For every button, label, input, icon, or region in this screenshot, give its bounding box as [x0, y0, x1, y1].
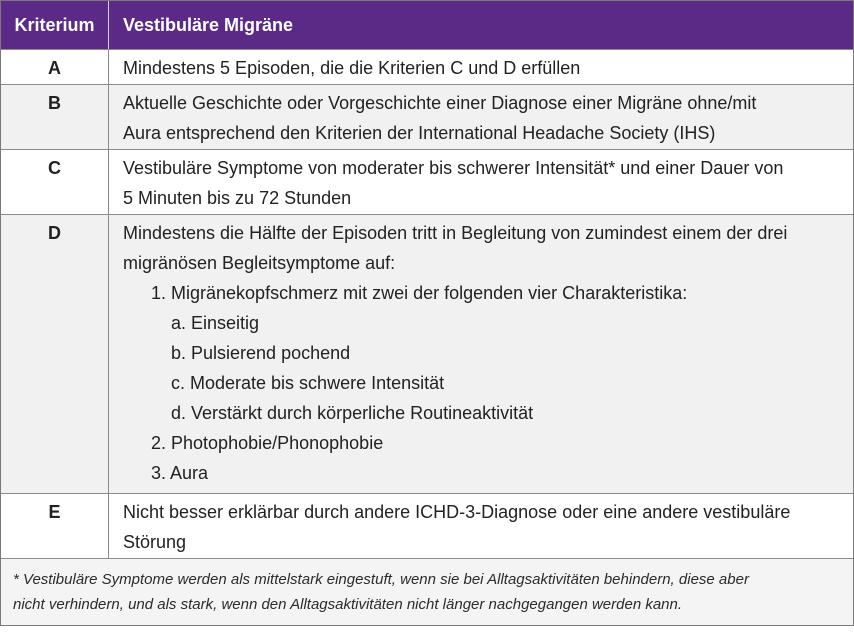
criterion-key-d: D [1, 215, 109, 493]
sub-list-item: d. Verstärkt durch körperliche Routineaktivität [171, 403, 534, 423]
table-row [1, 493, 853, 558]
table-row [1, 84, 853, 149]
criterion-text-a [109, 50, 853, 84]
footnote-line: * Vestibuläre Symptome werden als mittelstark eingestuft, wenn sie bei Alltagsaktivitäten behindern, diese aber [13, 571, 749, 588]
criterion-text-e [109, 494, 853, 558]
header-vestibulaere-migraene: Vestibuläre Migräne [123, 15, 294, 35]
table-row [1, 149, 853, 214]
text-line: Mindestens die Hälfte der Episoden tritt in Begleitung von zumindest einem der drei [123, 223, 788, 243]
footnote-line: nicht verhindern, und als stark, wenn den Alltagsaktivitäten nicht länger nachgegangen werden kann. [13, 596, 683, 613]
list-item: 3. Aura [151, 463, 209, 483]
criterion-text-d [109, 215, 853, 493]
text-line: Vestibuläre Symptome von moderater bis schwerer Intensität* und einer Dauer von [123, 158, 784, 178]
criterion-key-a: A [1, 50, 109, 84]
text-line: Nicht besser erklärbar durch andere ICHD-3-Diagnose oder eine andere vestibuläre [123, 502, 791, 522]
table-row [1, 214, 853, 493]
footnote [1, 558, 853, 625]
text-line: 5 Minuten bis zu 72 Stunden [123, 188, 352, 208]
criterion-key-e: E [1, 494, 109, 558]
sub-list-item: c. Moderate bis schwere Intensität [171, 373, 445, 393]
table-row [1, 49, 853, 84]
criterion-text-c [109, 150, 853, 214]
text-line: migränösen Begleitsymptome auf: [123, 253, 396, 273]
text-line: Mindestens 5 Episoden, die die Kriterien C und D erfüllen [123, 58, 581, 78]
criterion-text-b [109, 85, 853, 149]
table-header-row [1, 1, 853, 49]
text-line: Aktuelle Geschichte oder Vorgeschichte einer Diagnose einer Migräne ohne/mit [123, 93, 757, 113]
sub-list-item: b. Pulsierend pochend [171, 343, 351, 363]
text-line: Aura entsprechend den Kriterien der International Headache Society (IHS) [123, 123, 716, 143]
sub-list-item: a. Einseitig [171, 313, 260, 333]
criterion-key-b: B [1, 85, 109, 149]
header-kriterium: Kriterium [1, 1, 109, 49]
text-line: Störung [123, 532, 187, 552]
list-item: 2. Photophobie/Phonophobie [151, 433, 384, 453]
criterion-key-c: C [1, 150, 109, 214]
list-item: 1. Migränekopfschmerz mit zwei der folgenden vier Charakteristika: [151, 283, 688, 303]
